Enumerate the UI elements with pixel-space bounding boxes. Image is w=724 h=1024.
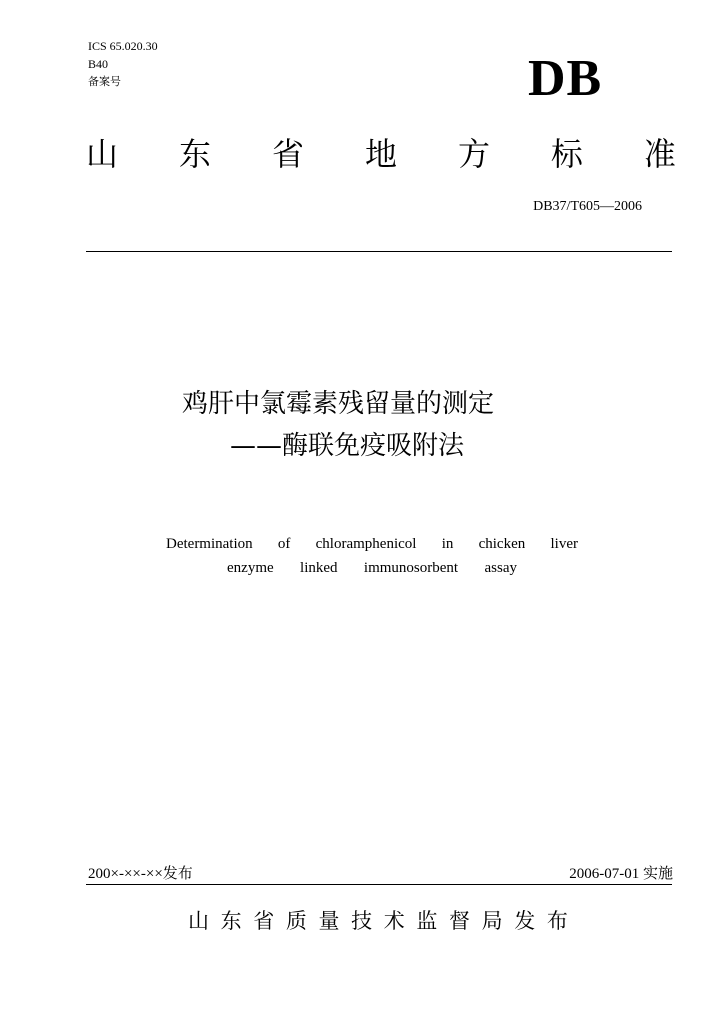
implementation-date: 2006-07-01 实施 (569, 866, 673, 882)
english-title-word: of (277, 536, 291, 552)
record-number-label: 备案号 (88, 75, 121, 88)
english-title-word: immunosorbent (363, 560, 459, 576)
standard-title-char: 山 (86, 135, 119, 173)
standard-title-char: 方 (457, 135, 490, 173)
english-title-word: liver (550, 536, 578, 552)
db-logo: DB (528, 50, 603, 107)
standard-title-char: 地 (364, 135, 397, 173)
publisher-char: 技 (351, 909, 373, 933)
publisher-char: 督 (449, 909, 470, 933)
english-title-word: chloramphenicol (315, 536, 417, 552)
standard-code: DB37/T605—2006 (533, 199, 642, 214)
english-title-word: enzyme (227, 560, 274, 576)
bottom-divider (86, 884, 672, 885)
english-title-line-2 (227, 558, 517, 578)
english-title-word: linked (300, 560, 338, 576)
publisher-char: 监 (416, 909, 438, 933)
publisher-char: 省 (253, 909, 275, 933)
standard-title (86, 134, 676, 174)
publisher-char: 质 (285, 909, 307, 933)
issue-date: 200×-××-××发布 (88, 866, 193, 882)
publisher (188, 906, 568, 936)
chinese-title-line-2: ——酶联免疫吸附法 (230, 431, 465, 461)
english-title-word: chicken (478, 536, 526, 552)
english-title-word: Determination (166, 536, 253, 552)
standard-title-char: 东 (178, 135, 211, 173)
english-title-line-1 (166, 534, 578, 554)
publisher-char: 术 (383, 909, 405, 933)
publisher-char: 发 (514, 909, 536, 933)
publisher-char: 局 (481, 909, 503, 933)
publisher-char: 布 (546, 909, 568, 933)
standard-title-char: 标 (550, 135, 583, 173)
chinese-title-line-1: 鸡肝中氯霉素残留量的测定 (182, 389, 495, 419)
publisher-char: 山 (188, 909, 209, 933)
top-divider (86, 251, 672, 252)
standard-title-char: 省 (271, 135, 304, 173)
english-title-word: assay (484, 560, 517, 576)
publisher-char: 东 (220, 909, 242, 933)
english-title-word: in (441, 536, 454, 552)
standard-title-char: 准 (643, 135, 676, 173)
classification-code: B40 (88, 57, 109, 71)
ics-code: ICS 65.020.30 (88, 39, 158, 53)
publisher-char: 量 (318, 909, 340, 933)
